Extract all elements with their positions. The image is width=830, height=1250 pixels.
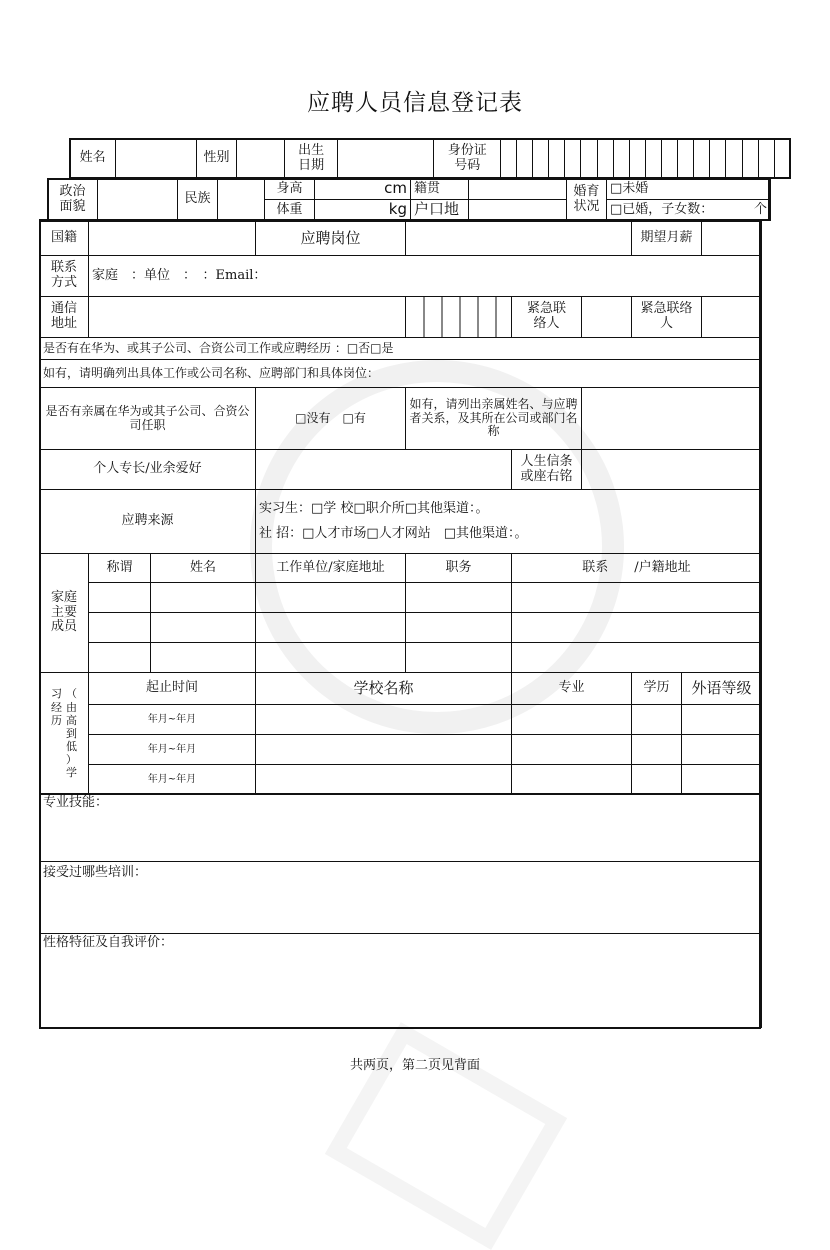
huawei-history-options[interactable]: □否□是	[346, 340, 394, 355]
personality-field[interactable]	[40, 934, 762, 1028]
weight-label: 体重	[265, 200, 315, 221]
edu-cell[interactable]	[512, 735, 632, 765]
ethnic-field[interactable]	[218, 179, 265, 221]
edu-time-cell[interactable]: 年月~年月	[89, 705, 256, 735]
main-form	[39, 221, 762, 554]
edu-cell[interactable]	[256, 735, 512, 765]
edu-cell[interactable]	[256, 705, 512, 735]
family-cell[interactable]	[151, 613, 256, 643]
edu-header-time: 起止时间	[89, 673, 256, 705]
edu-header-language: 外语等级	[682, 673, 762, 705]
row-basic-info	[69, 138, 791, 179]
family-cell[interactable]	[151, 643, 256, 673]
address-label: 通信 地址	[40, 297, 89, 338]
edu-cell[interactable]	[682, 765, 762, 795]
huawei-history-question: 是否有在华为、或其子公司、合资公司工作或应聘经历 ：□否□是	[40, 338, 762, 360]
unmarried-checkbox[interactable]: □未婚	[607, 179, 771, 200]
native-field[interactable]	[469, 179, 567, 200]
position-field[interactable]	[406, 222, 632, 256]
family-cell[interactable]	[89, 643, 151, 673]
marital-label: 婚育 状况	[567, 179, 607, 221]
ethnic-label: 民族	[178, 179, 218, 221]
native-label: 籍贯	[411, 179, 469, 200]
edu-cell[interactable]	[632, 735, 682, 765]
political-label: 政治 面貌	[48, 179, 98, 221]
training-label: 接受过哪些培训：	[43, 865, 148, 880]
height-label: 身高	[265, 179, 315, 200]
emergency-contact-2-field[interactable]	[702, 297, 762, 338]
edu-cell[interactable]	[632, 765, 682, 795]
page-footer: 共两页，第二页见背面	[349, 1058, 480, 1073]
emergency-contact-1-field[interactable]	[582, 297, 632, 338]
family-header-contact: 联系 /户籍地址	[512, 554, 762, 583]
emergency-contact-1-label: 紧急联 络人	[512, 297, 582, 338]
relative-options[interactable]: □没有 □有	[256, 388, 406, 450]
row-personal-details	[47, 178, 771, 221]
edu-cell[interactable]	[512, 765, 632, 795]
address-field[interactable]	[89, 297, 406, 338]
relative-detail-field[interactable]	[582, 388, 762, 450]
personality-label: 性格特征及自我评价：	[43, 935, 174, 950]
education-label: 习 经 历 （ 由 高 到 低 ） 学	[40, 673, 89, 795]
nationality-field[interactable]	[89, 222, 256, 256]
source-label: 应聘来源	[40, 490, 256, 554]
family-cell[interactable]	[89, 583, 151, 613]
source-intern[interactable]: 实习生：□学 校□职介所□其他渠道：。	[259, 500, 489, 516]
id-digit[interactable]	[694, 139, 710, 179]
relative-detail-label: 如有，请列出亲属姓名、与应聘者关系，及其所在公司或部门名称	[406, 388, 582, 450]
source-options[interactable]	[256, 490, 762, 554]
id-digit[interactable]	[678, 139, 694, 179]
edu-time-cell[interactable]: 年月~年月	[89, 735, 256, 765]
id-digit[interactable]	[662, 139, 678, 179]
family-cell[interactable]	[512, 613, 762, 643]
id-digit[interactable]	[742, 139, 758, 179]
hobby-label: 个人专长/业余爱好	[40, 450, 256, 490]
page-title: 应聘人员信息登记表	[307, 90, 523, 116]
id-digit[interactable]	[645, 139, 661, 179]
address-postcode-field[interactable]	[406, 297, 512, 338]
family-cell[interactable]	[151, 583, 256, 613]
hukou-field[interactable]	[469, 200, 567, 221]
id-digit[interactable]	[597, 139, 613, 179]
hukou-label: 户口地	[411, 200, 469, 221]
edu-time-cell[interactable]: 年月~年月	[89, 765, 256, 795]
weight-unit[interactable]: kg	[315, 200, 411, 221]
family-label: 家庭 主要 成员	[40, 554, 89, 673]
family-header-job: 职务	[406, 554, 512, 583]
family-cell[interactable]	[256, 583, 406, 613]
birth-label: 出生 日期	[285, 139, 337, 179]
nationality-label: 国籍	[40, 222, 89, 256]
family-cell[interactable]	[512, 583, 762, 613]
id-digit[interactable]	[758, 139, 774, 179]
id-digit[interactable]	[710, 139, 726, 179]
id-digit[interactable]	[517, 139, 533, 179]
family-header-work: 工作单位/家庭地址	[256, 554, 406, 583]
married-checkbox[interactable]: □已婚，子女数： 个	[607, 200, 771, 221]
id-digit[interactable]	[629, 139, 645, 179]
family-cell[interactable]	[406, 583, 512, 613]
id-label: 身份证 号码	[434, 139, 500, 179]
height-unit[interactable]: cm	[315, 179, 411, 200]
name-label: 姓名	[70, 139, 116, 179]
edu-header-degree: 学历	[632, 673, 682, 705]
family-cell[interactable]	[256, 613, 406, 643]
huawei-history-detail[interactable]: 如有，请明确列出具体工作或公司名称、应聘部门和具体岗位：	[40, 360, 762, 388]
family-cell[interactable]	[406, 643, 512, 673]
family-cell[interactable]	[406, 613, 512, 643]
relative-question: 是否有亲属在华为或其子公司、合资公司任职	[40, 388, 256, 450]
edu-cell[interactable]	[256, 765, 512, 795]
edu-cell[interactable]	[682, 705, 762, 735]
id-digit[interactable]	[565, 139, 581, 179]
emergency-contact-2-label: 紧急联络 人	[632, 297, 702, 338]
family-cell[interactable]	[512, 643, 762, 673]
motto-label: 人生信条 或座右铭	[512, 450, 582, 490]
political-field[interactable]	[98, 179, 178, 221]
gender-label: 性别	[196, 139, 236, 179]
skills-label: 专业技能：	[43, 795, 109, 810]
id-digit[interactable]	[581, 139, 597, 179]
name-field[interactable]	[116, 139, 197, 179]
family-header-name: 姓名	[151, 554, 256, 583]
contact-label: 联系 方式	[40, 256, 89, 297]
contact-field[interactable]: 家庭 ：单位 ： ：Email：	[89, 256, 762, 297]
salary-field[interactable]	[702, 222, 762, 256]
motto-field[interactable]	[582, 450, 762, 490]
edu-cell[interactable]	[632, 705, 682, 735]
edu-header-school: 学校名称	[256, 673, 512, 705]
source-social[interactable]: 社 招：□人才市场□人才网站 □其他渠道：。	[259, 525, 528, 541]
position-label: 应聘岗位	[256, 222, 406, 256]
id-digit[interactable]	[726, 139, 742, 179]
education-table	[39, 672, 762, 795]
skills-field[interactable]	[40, 794, 762, 862]
id-digit[interactable]	[549, 139, 565, 179]
free-text-sections	[39, 793, 762, 1028]
family-table	[39, 553, 762, 673]
id-digit[interactable]	[774, 139, 790, 179]
training-field[interactable]	[40, 862, 762, 934]
family-cell[interactable]	[256, 643, 406, 673]
id-digit[interactable]	[613, 139, 629, 179]
id-digit[interactable]	[533, 139, 549, 179]
edu-cell[interactable]	[682, 735, 762, 765]
gender-field[interactable]	[237, 139, 285, 179]
edu-header-major: 专业	[512, 673, 632, 705]
hobby-field[interactable]	[256, 450, 512, 490]
salary-label: 期望月薪	[632, 222, 702, 256]
family-cell[interactable]	[89, 613, 151, 643]
birth-field[interactable]	[337, 139, 434, 179]
id-digit[interactable]	[500, 139, 516, 179]
family-header-title: 称谓	[89, 554, 151, 583]
edu-cell[interactable]	[512, 705, 632, 735]
